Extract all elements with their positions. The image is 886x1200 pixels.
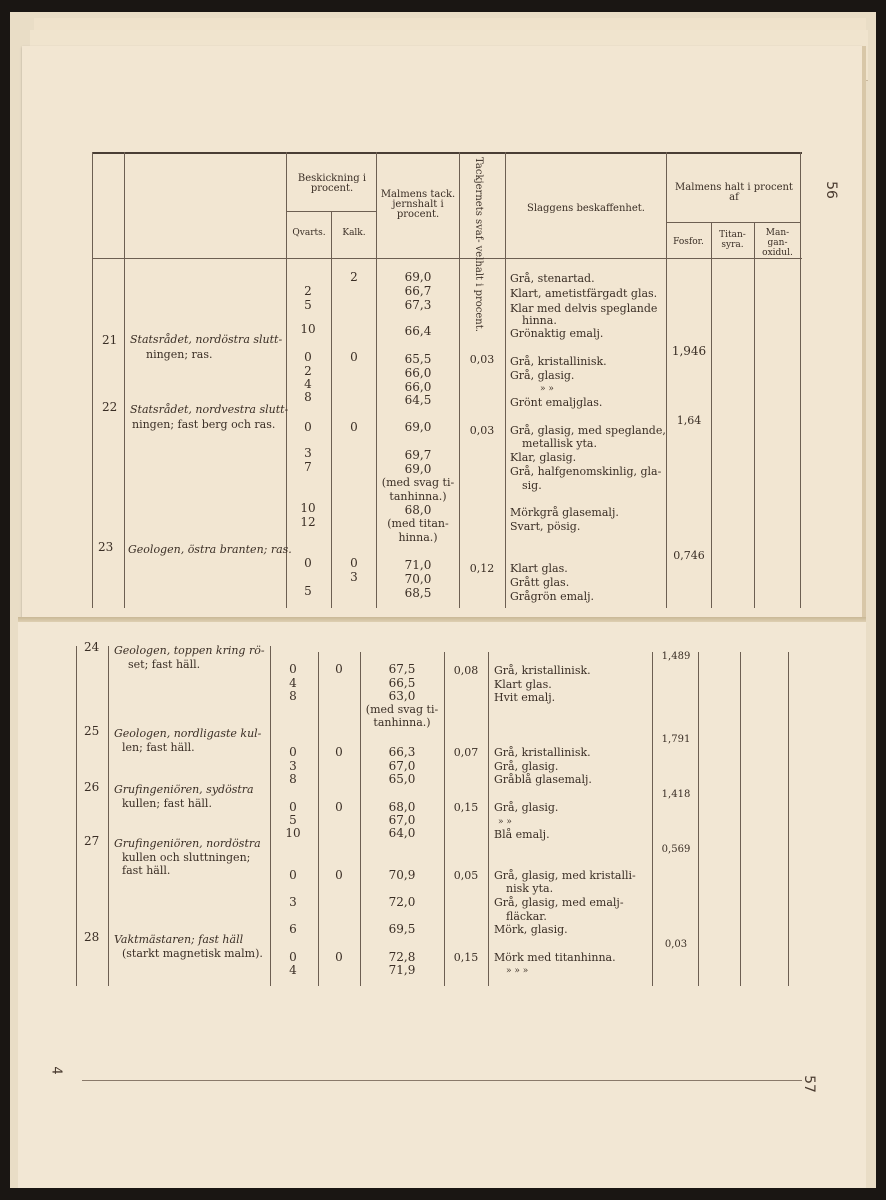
iron-note: hinna.) [398,531,438,544]
iron-value: 67,0 [388,813,416,827]
iron-value: 65,0 [388,772,416,786]
iron-value: 69,0 [404,420,432,434]
kalk-value: 0 [350,556,358,570]
slag-desc: Grå, glasig, med emalj- [494,896,624,909]
phosphor-value: 1,64 [676,414,702,427]
page-number-bottom: 57 [800,1075,817,1093]
iron-value: 66,3 [388,745,416,759]
qvarts-value: 8 [289,689,297,703]
slag-desc: Klart, ametistfärgadt glas. [510,287,658,300]
qvarts-value: 10 [285,826,301,840]
sulfur-value: 0,03 [469,353,495,366]
col-rule [318,652,319,986]
bottom-rule [82,1080,802,1081]
col-rule [270,646,271,986]
phosphor-value: 0,03 [664,939,688,950]
qvarts-value: 0 [304,420,312,434]
qvarts-value: 0 [289,950,297,964]
locality: fast häll. [122,864,171,877]
qvarts-value: 0 [289,800,297,814]
slag-desc: Grå, kristallinisk. [510,355,607,368]
iron-note: (med svag ti- [381,476,455,489]
slag-desc: Klar med delvis speglande [510,302,658,315]
phosphor-value: 1,946 [671,344,707,358]
iron-value: 72,8 [388,950,416,964]
iron-value: 63,0 [388,689,416,703]
iron-value: 69,0 [404,270,432,284]
kalk-value: 3 [350,570,358,584]
slag-desc: Grönt emaljglas. [510,396,603,409]
row-number: 21 [102,333,118,347]
kalk-value: 0 [350,350,358,364]
qvarts-value: 2 [304,364,312,378]
col-rule [800,152,801,608]
qvarts-value: 5 [304,298,312,312]
iron-value: 66,4 [404,324,432,338]
header-qvarts: Qvarts. [292,228,326,238]
header-fosfor: Fosfor. [673,237,704,247]
slag-desc: hinna. [522,314,557,327]
col-rule [444,652,445,986]
header-rule [666,222,800,223]
slag-desc: » » [498,817,512,827]
phosphor-value: 0,569 [661,844,691,855]
iron-value: 71,0 [404,558,432,572]
header-titansyra: Titan- syra. [719,230,746,250]
col-rule [652,652,653,986]
row-number: 22 [102,400,118,414]
qvarts-value: 0 [304,350,312,364]
qvarts-value: 0 [289,745,297,759]
locality: Statsrådet, nordvestra slutt- [130,403,289,416]
iron-value: 66,7 [404,284,432,298]
slag-desc: Grå, glasig. [494,801,559,814]
slag-desc: Svart, pösig. [510,520,581,533]
iron-value: 69,7 [404,448,432,462]
slag-desc: Klar, glasig. [510,451,577,464]
slag-desc: Klart glas. [494,678,552,691]
page-edge [862,46,866,618]
phosphor-value: 1,418 [661,789,691,800]
iron-value: 67,0 [388,759,416,773]
slag-desc: Mörk med titanhinna. [494,951,616,964]
col-rule [666,152,667,608]
col-rule [286,152,287,608]
sulfur-value: 0,03 [469,424,495,437]
signature-mark: 4 [48,1066,64,1075]
header-bottom-rule [92,258,802,259]
qvarts-value: 10 [300,322,316,336]
iron-value: 68,0 [404,503,432,517]
col-rule [76,646,77,986]
iron-value: 66,0 [404,366,432,380]
sulfur-value: 0,07 [453,746,479,759]
slag-desc: Grå, kristallinisk. [494,746,591,759]
qvarts-value: 3 [289,759,297,773]
locality: Geologen, toppen kring rö- [114,644,265,657]
slag-desc: Grå, glasig, med kristalli- [494,869,636,882]
qvarts-value: 4 [289,963,297,977]
col-rule [459,152,460,608]
row-number: 28 [84,930,100,944]
slag-desc: Grå, kristallinisk. [494,664,591,677]
col-rule [92,152,93,608]
qvarts-value: 2 [304,284,312,298]
slag-desc: metallisk yta. [522,437,597,450]
iron-value: 68,0 [388,800,416,814]
qvarts-value: 8 [289,772,297,786]
bottom-page [18,622,866,1188]
col-rule [788,652,789,986]
header-kalk: Kalk. [342,228,366,238]
slag-desc: Mörkgrå glasemalj. [510,506,619,519]
iron-note: (med titan- [387,517,449,530]
col-rule [711,222,712,608]
phosphor-value: 1,489 [661,651,691,662]
iron-value: 67,3 [404,298,432,312]
locality: ningen; ras. [146,348,213,361]
slag-desc: Grå, stenartad. [510,272,595,285]
iron-note: tanhinna.) [389,490,447,503]
qvarts-value: 0 [289,868,297,882]
col-rule [376,152,377,608]
kalk-value: 0 [335,868,343,882]
slag-desc: fläckar. [506,910,547,923]
slag-desc: Grå, halfgenomskinlig, gla- [510,465,662,478]
kalk-value: 0 [335,745,343,759]
col-rule [360,652,361,986]
col-rule [108,646,109,986]
qvarts-value: 12 [300,515,316,529]
slag-desc: » » [540,384,554,394]
locality: (starkt magnetisk malm). [122,947,263,960]
iron-value: 66,0 [404,380,432,394]
locality: ningen; fast berg och ras. [132,418,276,431]
col-rule [124,152,125,608]
slag-desc: Grå, glasig. [510,369,575,382]
locality: Geologen, östra branten; ras. [128,543,292,556]
sulfur-value: 0,15 [453,951,479,964]
phosphor-value: 1,791 [661,734,691,745]
slag-desc: Mörk, glasig. [494,923,568,936]
kalk-value: 0 [335,950,343,964]
kalk-value: 2 [350,270,358,284]
row-number: 27 [84,834,100,848]
iron-value: 64,0 [388,826,416,840]
locality: kullen; fast häll. [122,797,212,810]
qvarts-value: 0 [304,556,312,570]
locality: Grufingeniören, nordöstra [114,837,261,850]
locality: set; fast häll. [128,658,201,671]
locality: Geologen, nordligaste kul- [114,727,262,740]
phosphor-value: 0,746 [673,549,705,562]
sulfur-value: 0,08 [453,664,479,677]
slag-desc: Gråblå glasemalj. [494,773,592,786]
qvarts-value: 3 [304,446,312,460]
row-number: 24 [84,640,100,654]
slag-desc: Hvit emalj. [494,691,556,704]
iron-note: (med svag ti- [365,703,439,716]
qvarts-value: 5 [289,813,297,827]
iron-value: 72,0 [388,895,416,909]
locality: Vaktmästaren; fast häll [114,933,244,946]
iron-value: 65,5 [404,352,432,366]
iron-value: 70,9 [388,868,416,882]
slag-desc: Klart glas. [510,562,568,575]
iron-note: tanhinna.) [373,716,431,729]
header-malmens-tack: Malmens tack. jernshalt i procent. [380,189,456,220]
header-malmens-halt: Malmens halt i procent af [675,182,793,203]
kalk-value: 0 [350,420,358,434]
qvarts-value: 8 [304,390,312,404]
qvarts-value: 3 [289,895,297,909]
page-number-top: 56 [822,181,839,199]
sulfur-value: 0,12 [469,562,495,575]
iron-value: 69,0 [404,462,432,476]
slag-desc: Blå emalj. [494,828,550,841]
col-rule [698,652,699,986]
iron-value: 70,0 [404,572,432,586]
iron-value: 69,5 [388,922,416,936]
header-manganoxidul: Man- gan- oxidul. [762,228,793,258]
col-rule [754,222,755,608]
locality: len; fast häll. [122,741,195,754]
slag-desc: Grått glas. [510,576,570,589]
sulfur-value: 0,05 [453,869,479,882]
header-tackjernets: Tackjernets svaf- velhalt i procent. [473,157,484,332]
iron-value: 64,5 [404,393,432,407]
locality: kullen och sluttningen; [122,851,251,864]
col-rule [488,652,489,986]
col-rule [505,152,506,608]
qvarts-value: 4 [289,676,297,690]
header-slaggens: Slaggens beskaffenhet. [527,203,645,214]
qvarts-value: 6 [289,922,297,936]
slag-desc: Grågrön emalj. [510,590,595,603]
locality: Grufingeniören, sydöstra [114,783,254,796]
qvarts-value: 0 [289,662,297,676]
sulfur-value: 0,15 [453,801,479,814]
table-top-rule [92,152,802,154]
iron-value: 68,5 [404,586,432,600]
iron-value: 67,5 [388,662,416,676]
iron-value: 71,9 [388,963,416,977]
slag-desc: » » » [506,966,529,976]
qvarts-value: 4 [304,377,312,391]
slag-desc: Grå, glasig, med speglande, [510,424,666,437]
col-rule [740,652,741,986]
col-rule [331,211,332,608]
row-number: 25 [84,724,100,738]
qvarts-value: 7 [304,460,312,474]
row-number: 26 [84,780,100,794]
kalk-value: 0 [335,662,343,676]
header-beskickning: Beskickning i procent. [297,173,367,194]
slag-desc: nisk yta. [506,882,554,895]
locality: Statsrådet, nordöstra slutt- [130,333,283,346]
qvarts-value: 10 [300,501,316,515]
iron-value: 66,5 [388,676,416,690]
kalk-value: 0 [335,800,343,814]
slag-desc: Grå, glasig. [494,760,559,773]
qvarts-value: 5 [304,584,312,598]
slag-desc: sig. [522,479,542,492]
row-number: 23 [98,540,114,554]
slag-desc: Grönaktig emalj. [510,327,604,340]
